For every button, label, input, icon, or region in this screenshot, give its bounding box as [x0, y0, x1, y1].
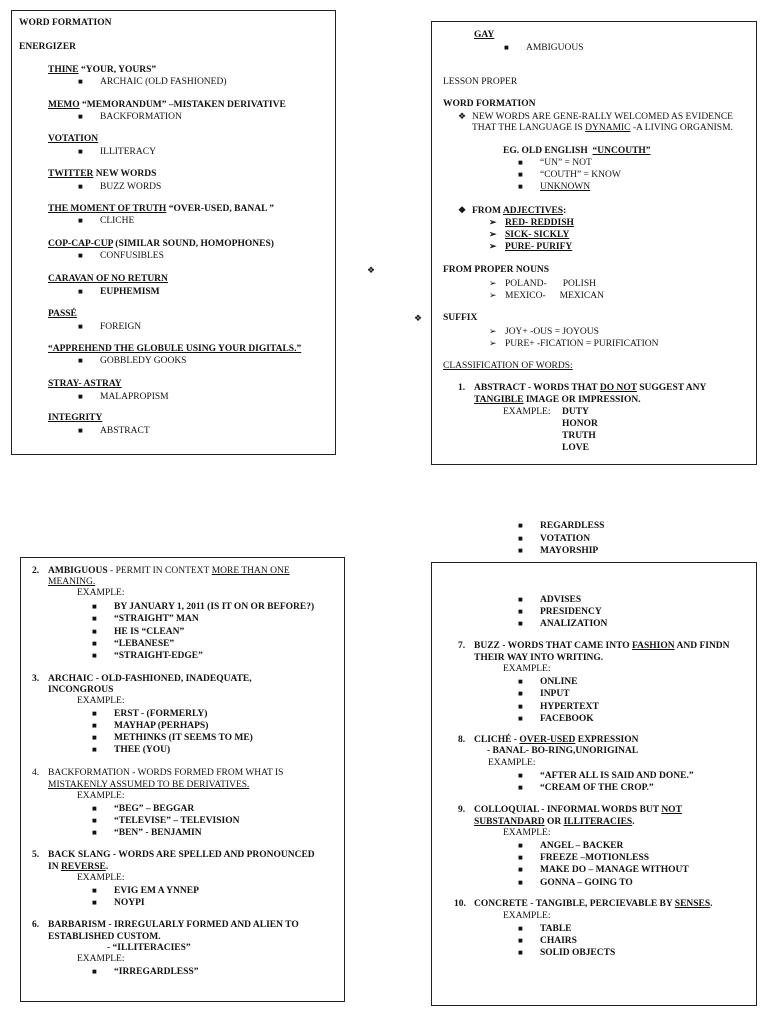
bullet-item: ■ “STRAIGHT” MAN	[92, 613, 199, 625]
example-label: EXAMPLE:	[488, 758, 536, 768]
numbered-item: 7. BUZZ - WORDS THAT CAME INTO FASHION AND FINDN	[458, 641, 730, 651]
bullet-item: ■ BUZZ WORDS	[78, 181, 161, 193]
term-row: PASSÉ	[48, 309, 77, 319]
example-label: EXAMPLE:	[77, 954, 125, 964]
text-line: MISTAKENLY ASSUMED TO BE DERIVATIVES.	[48, 780, 250, 790]
arrow-item: ➢ MEXICO- MEXICAN	[489, 290, 604, 302]
text-line: SUBSTANDARD OR ILLITERACIES.	[474, 817, 635, 827]
energizer-heading: ENERGIZER	[19, 42, 77, 52]
example-heading: EG. OLD ENGLISH “UNCOUTH”	[503, 146, 651, 156]
text-line: - BANAL- BO-RING,UNORIGINAL	[487, 746, 639, 756]
numbered-item: 1. ABSTRACT - WORDS THAT DO NOT SUGGEST ANY	[458, 383, 707, 393]
example-word: HONOR	[562, 419, 598, 429]
numbered-item: 5. BACK SLANG - WORDS ARE SPELLED AND PRONOUNCED	[32, 850, 315, 860]
bullet-item: ■ “UN” = NOT	[518, 157, 592, 169]
example-label: EXAMPLE:	[77, 791, 125, 801]
page-2	[431, 21, 757, 465]
term-row: THINE “YOUR, YOURS”	[48, 65, 157, 75]
bullet-item: ■ INPUT	[518, 688, 570, 700]
bullet-item: ■ “CREAM OF THE CROP.”	[518, 782, 654, 794]
bullet-item: ■ GOBBLEDY GOOKS	[78, 355, 186, 367]
text-line: - “ILLITERACIES”	[107, 943, 191, 953]
bullet-item: ■ HE IS “CLEAN”	[92, 626, 184, 638]
term-row: INTEGRITY	[48, 413, 103, 423]
bullet-item: ■ ARCHAIC (OLD FASHIONED)	[78, 76, 227, 88]
section-heading: WORD FORMATION	[443, 99, 536, 109]
example-label: EXAMPLE:	[77, 873, 125, 883]
bullet-item: ■ AMBIGUOUS	[504, 42, 584, 54]
numbered-item: 6. BARBARISM - IRREGULARLY FORMED AND ALIEN TO	[32, 920, 299, 930]
arrow-item: ➢ POLAND- POLISH	[489, 278, 596, 290]
bullet-item: ■ EVIG EM A YNNEP	[92, 885, 199, 897]
arrow-item: ➢ PURE+ -FICATION = PURIFICATION	[489, 338, 659, 350]
bullet-item: ■ REGARDLESS	[518, 520, 604, 532]
example-word: TRUTH	[562, 431, 596, 441]
term-row: CARAVAN OF NO RETURN	[48, 274, 168, 284]
page-4	[431, 562, 757, 1006]
bullet-item: ■ THEE (YOU)	[92, 744, 170, 756]
arrow-item: ➢ RED- REDDISH	[489, 217, 574, 229]
bullet-item: ■ ERST - (FORMERLY)	[92, 708, 207, 720]
bullet-item: ■ ANGEL – BACKER	[518, 840, 623, 852]
bullet-item: ■ MAYHAP (PERHAPS)	[92, 720, 208, 732]
bullet-item: ■ FREEZE –MOTIONLESS	[518, 852, 649, 864]
section-heading: SUFFIX	[443, 313, 478, 323]
bullet-item: ■ “IRREGARDLESS”	[92, 966, 198, 978]
bullet-item: ■ NOYPI	[92, 897, 145, 909]
term-row: “APPREHEND THE GLOBULE USING YOUR DIGITALS.”	[48, 344, 302, 354]
bullet-item: ■ BACKFORMATION	[78, 111, 182, 123]
example-label: EXAMPLE:	[503, 407, 551, 417]
bullet-item: ■ “BEN” - BENJAMIN	[92, 827, 202, 839]
text-line: ESTABLISHED CUSTOM.	[48, 932, 161, 942]
lesson-heading: LESSON PROPER	[443, 77, 518, 87]
bullet-item: ■ “BEG” – BEGGAR	[92, 803, 194, 815]
bullet-item: ■ “COUTH” = KNOW	[518, 169, 621, 181]
example-label: EXAMPLE:	[77, 696, 125, 706]
numbered-item: 8. CLICHÉ - OVER-USED EXPRESSION	[458, 735, 639, 745]
arrow-item: ➢ SICK- SICKLY	[489, 229, 569, 241]
heading-gay: GAY	[474, 30, 495, 40]
text-line: THEIR WAY INTO WRITING.	[474, 653, 604, 663]
bullet-item: ■ FOREIGN	[78, 321, 141, 333]
text-line: IN REVERSE.	[48, 862, 109, 872]
bullet-item: ■ ADVISES	[518, 594, 581, 606]
example-label: EXAMPLE:	[503, 828, 551, 838]
diamond-bullet-icon: ❖	[414, 313, 423, 323]
bullet-item: ■ ANALIZATION	[518, 618, 607, 630]
arrow-item: ➢ PURE- PURIFY	[489, 241, 572, 253]
page-1	[11, 10, 336, 455]
page-title: WORD FORMATION	[19, 18, 112, 28]
bullet-item: ■ ABSTRACT	[78, 425, 150, 437]
bullet-item: ■ ONLINE	[518, 676, 577, 688]
bullet-item: ■ UNKNOWN	[518, 181, 590, 193]
bullet-item: ■ PRESIDENCY	[518, 606, 602, 618]
example-label: EXAMPLE:	[77, 588, 125, 598]
bullet-item: ■ “STRAIGHT-EDGE”	[92, 650, 203, 662]
diamond-item: ❖ FROM ADJECTIVES:	[458, 205, 566, 217]
bullet-item: ■ “TELEVISE” – TELEVISION	[92, 815, 240, 827]
bullet-item: ■ MALAPROPISM	[78, 391, 169, 403]
example-label: EXAMPLE:	[503, 911, 551, 921]
bullet-item: ■ HYPERTEXT	[518, 701, 599, 713]
bullet-item: ■ CONFUSIBLES	[78, 250, 164, 262]
term-row: MEMO “MEMORANDUM” –MISTAKEN DERIVATIVE	[48, 100, 286, 110]
term-row: VOTATION	[48, 134, 99, 144]
numbered-item: 9. COLLOQUIAL - INFORMAL WORDS BUT NOT	[458, 805, 682, 815]
numbered-item: 3. ARCHAIC - OLD-FASHIONED, INADEQUATE,	[32, 674, 252, 684]
bullet-item: ■ MAYORSHIP	[518, 545, 598, 557]
bullet-item: ■ EUPHEMISM	[78, 286, 160, 298]
text-line: TANGIBLE IMAGE OR IMPRESSION.	[474, 395, 641, 405]
term-row: STRAY- ASTRAY	[48, 379, 122, 389]
numbered-item: 10. CONCRETE - TANGIBLE, PERCIEVABLE BY SENSES.	[454, 899, 713, 909]
bullet-item: ■ ILLITERACY	[78, 146, 156, 158]
term-row: THE MOMENT OF TRUTH “OVER-USED, BANAL ”	[48, 204, 275, 214]
text-line: THAT THE LANGUAGE IS DYNAMIC -A LIVING ORGANISM.	[472, 123, 733, 133]
example-word: DUTY	[562, 407, 589, 417]
bullet-item: ■ CLICHE	[78, 215, 134, 227]
arrow-item: ➢ JOY+ -OUS = JOYOUS	[489, 326, 599, 338]
bullet-item: ■ TABLE	[518, 923, 572, 935]
diamond-item: ❖ NEW WORDS ARE GENE-RALLY WELCOMED AS EVIDENCE	[458, 111, 733, 123]
text-line: MEANING.	[48, 577, 96, 587]
term-row: TWITTER NEW WORDS	[48, 169, 157, 179]
page-3	[20, 557, 345, 1002]
bullet-item: ■ “AFTER ALL IS SAID AND DONE.”	[518, 770, 694, 782]
bullet-item: ■ SOLID OBJECTS	[518, 947, 615, 959]
bullet-item: ■ VOTATION	[518, 533, 590, 545]
bullet-item: ■ METHINKS (IT SEEMS TO ME)	[92, 732, 253, 744]
numbered-item: 2. AMBIGUOUS - PERMIT IN CONTEXT MORE THAN ONE	[32, 566, 290, 576]
section-heading: FROM PROPER NOUNS	[443, 265, 550, 275]
bullet-item: ■ GONNA – GOING TO	[518, 877, 633, 889]
diamond-bullet-icon: ❖	[367, 265, 376, 275]
bullet-item: ■ BY JANUARY 1, 2011 (IS IT ON OR BEFORE?)	[92, 601, 314, 613]
section-heading: CLASSIFICATION OF WORDS:	[443, 361, 573, 371]
bullet-item: ■ CHAIRS	[518, 935, 577, 947]
text-line: INCONGROUS	[48, 685, 114, 695]
term-row: COP-CAP-CUP (SIMILAR SOUND, HOMOPHONES)	[48, 239, 274, 249]
numbered-item: 4. BACKFORMATION - WORDS FORMED FROM WHAT IS	[32, 768, 284, 778]
bullet-item: ■ MAKE DO – MANAGE WITHOUT	[518, 864, 689, 876]
bullet-item: ■ FACEBOOK	[518, 713, 594, 725]
example-word: LOVE	[562, 443, 589, 453]
example-label: EXAMPLE:	[503, 664, 551, 674]
bullet-item: ■ “LEBANESE”	[92, 638, 174, 650]
